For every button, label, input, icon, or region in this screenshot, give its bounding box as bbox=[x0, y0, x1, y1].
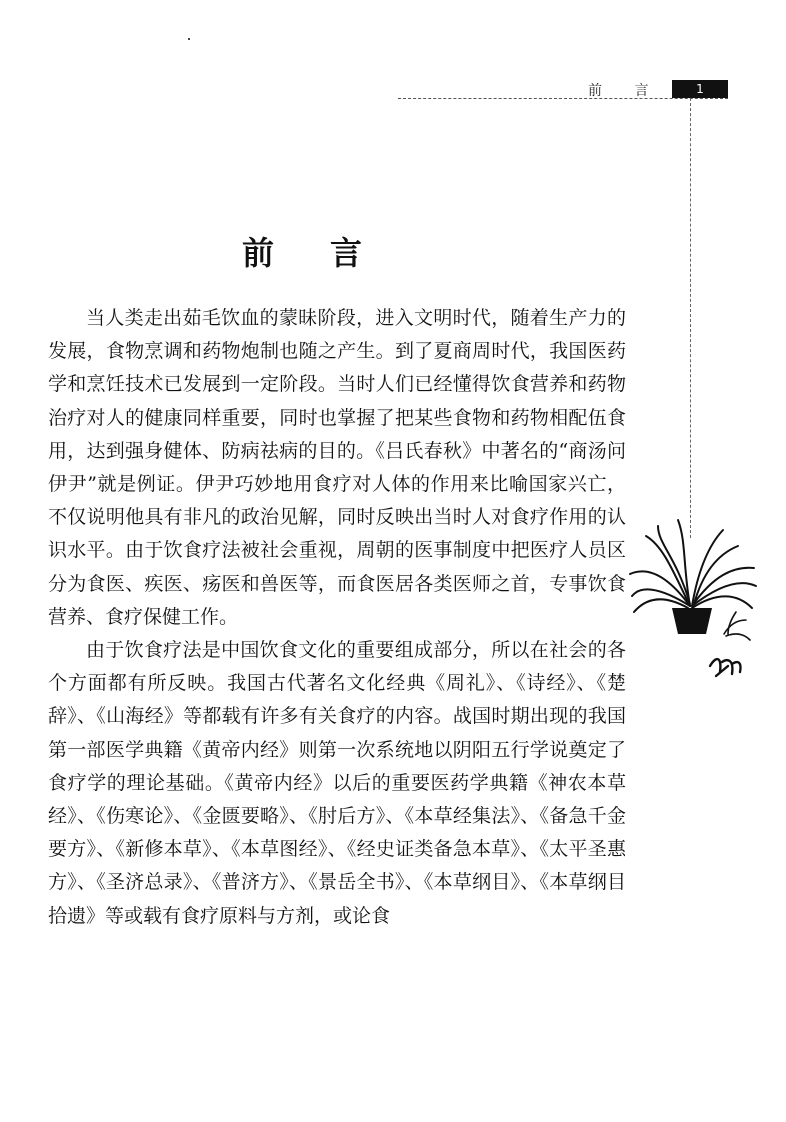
margin-guide-line bbox=[690, 98, 691, 538]
body-text bbox=[48, 302, 626, 933]
page-title: 前言 bbox=[241, 234, 418, 272]
potted-plant-illustration-icon bbox=[628, 516, 758, 686]
paragraph-1: 当人类走出茹毛饮血的蒙昧阶段，进入文明时代，随着生产力的发展，食物烹调和药物炮制也随之产生。到了夏商周时代，我国医药学和烹饪技术已发展到一定阶段。当时人们已经懂得饮食营养和药物治疗对人的健康同样重要，同时也掌握了把某些食物和药物相配伍食用，达到强身健体、防病祛病的目的。《吕氏春秋》中著名的“商汤问伊尹”就是例证。伊尹巧妙地用食疗对人体的作用来比喻国家兴亡，不仅说明他具有非凡的政治见解，同时反映出当时人对食疗作用的认识水平。由于饮食疗法被社会重视，周朝的医事制度中把医疗人员区分为食医、疾医、疡医和兽医等，而食医居各类医师之首，专事饮食营养、食疗保健工作。 bbox=[48, 307, 626, 628]
paragraph-2: 由于饮食疗法是中国饮食文化的重要组成部分，所以在社会的各个方面都有所反映。我国古代著名文化经典《周礼》、《诗经》、《楚辞》、《山海经》等都载有许多有关食疗的内容。战国时期出现的我国第一部医学典籍《黄帝内经》则第一次系统地以阴阳五行学说奠定了食疗学的理论基础。《黄帝内经》以后的重要医药学典籍《神农本草经》、《伤寒论》、《金匮要略》、《肘后方》、《本草经集法》、《备急千金要方》、《新修本草》、《本草图经》、《经史证类备急本草》、《太平圣惠方》、《圣济总录》、《普济方》、《景岳全书》、《本草纲目》、《本草纲目拾遗》等或载有食疗原料与方剂，或论食 bbox=[48, 639, 626, 927]
running-header-section: 前 言 bbox=[588, 83, 663, 99]
scan-speck bbox=[188, 38, 190, 40]
running-header-page-number: 1 bbox=[672, 80, 728, 98]
header-rule bbox=[398, 98, 728, 99]
